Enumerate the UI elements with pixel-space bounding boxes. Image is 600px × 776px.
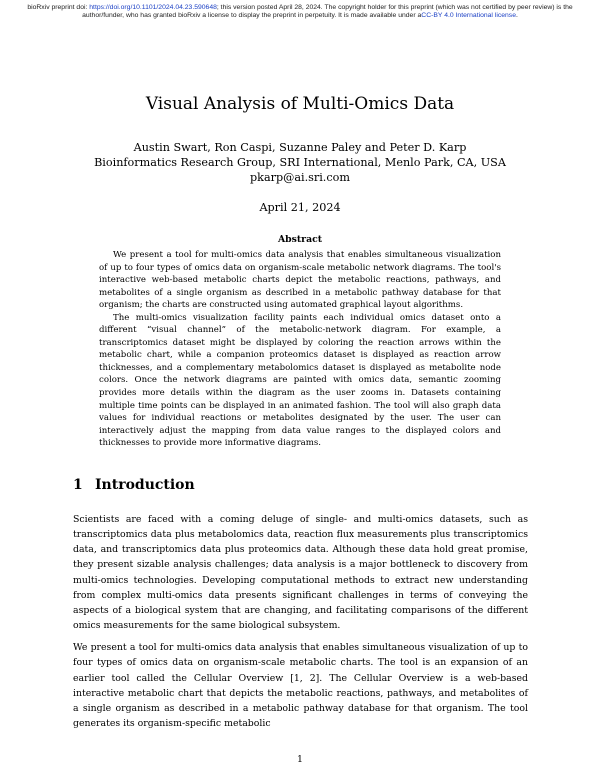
section-title: Introduction — [95, 477, 195, 493]
header-prefix: bioRxiv preprint doi: — [27, 4, 90, 11]
abstract-paragraph: We present a tool for multi-omics data analysis that enables simultaneous visualization of up to four types of omics data on organism-scale metabolic network diagrams. The tool's interactive web-based metabolic charts depict the metabolic reactions, pathways, and metabolites of a single organism as described in a metabolic pathway database for that organism; the charts are constructed using automated graphical layout algorithms. — [99, 250, 501, 311]
abstract-heading: Abstract — [277, 234, 323, 245]
paper-title: Visual Analysis of Multi-Omics Data — [145, 94, 455, 114]
doi-link[interactable]: https://doi.org/10.1101/2024.04.23.590648 — [89, 4, 217, 11]
section-number: 1 — [73, 477, 83, 493]
paper-date: April 21, 2024 — [259, 201, 341, 214]
abstract-paragraph: The multi-omics visualization facility paints each individual omics dataset onto a different “visual channel” of the metabolic-network diagram. For example, a transcriptomics dataset might be displayed by coloring the reaction arrows within the metabolic chart, while a companion proteomics dataset is displayed as reaction arrow thicknesses, and a complementary metabolomics dataset is displayed as metabolite node colors. Once the network diagrams are painted with omics data, semantic zooming provides more details within the diagram as the user zooms in. Datasets containing multiple time points can be displayed in an animated fashion. The tool will also graph data values for individual reactions or metabolites designated by the user. The user can interactively adjust the mapping from data value ranges to the displayed colors and thicknesses to provide more informative diagrams. — [99, 312, 501, 449]
abstract — [99, 249, 501, 450]
author-affiliation: Bioinformatics Research Group, SRI International, Menlo Park, CA, USA — [94, 156, 506, 169]
page-number: 1 — [297, 754, 303, 765]
author-email: pkarp@ai.sri.com — [250, 171, 350, 184]
preprint-header — [12, 4, 588, 20]
header-copyright-notice: ; this version posted April 28, 2024. The copyright holder for this preprint (which was not certified by peer review) is the author/funder, who has granted bioRxiv a license to display the preprint in perpetuity. It is made available under a — [82, 4, 573, 20]
license-link[interactable]: CC-BY 4.0 International license — [421, 12, 516, 20]
section-body — [73, 512, 528, 731]
body-paragraph: Scientists are faced with a coming deluge of single- and multi-omics datasets, such as transcriptomics data plus metabolomics data, reaction flux measurements plus transcriptomics data, and transcriptomics data plus proteomics data. Although these data hold great promise, they present sizable analysis challenges; data analysis is a major bottleneck to discovery from multi-omics technologies. Developing computational methods to extract new understanding from complex multi-omics data presents significant challenges in terms of conveying the aspects of a biological system that are changing, and facilitating comparisons of the different omics measurements for the same biological subsystem. — [73, 514, 528, 632]
header-suffix: . — [516, 12, 518, 20]
author-block — [0, 140, 600, 185]
section-heading — [73, 477, 195, 493]
body-paragraph: We present a tool for multi-omics data analysis that enables simultaneous visualization of up to four types of omics data on organism-scale metabolic charts. The tool is an expansion of an earlier tool called the Cellular Overview [1, 2]. The Cellular Overview is a web-based interactive metabolic chart that depicts the metabolic reactions, pathways, and metabolites of a single organism as described in a metabolic pathway database for that organism. The tool generates its organism-specific metabolic — [73, 642, 528, 730]
author-names: Austin Swart, Ron Caspi, Suzanne Paley and Peter D. Karp — [133, 141, 467, 154]
